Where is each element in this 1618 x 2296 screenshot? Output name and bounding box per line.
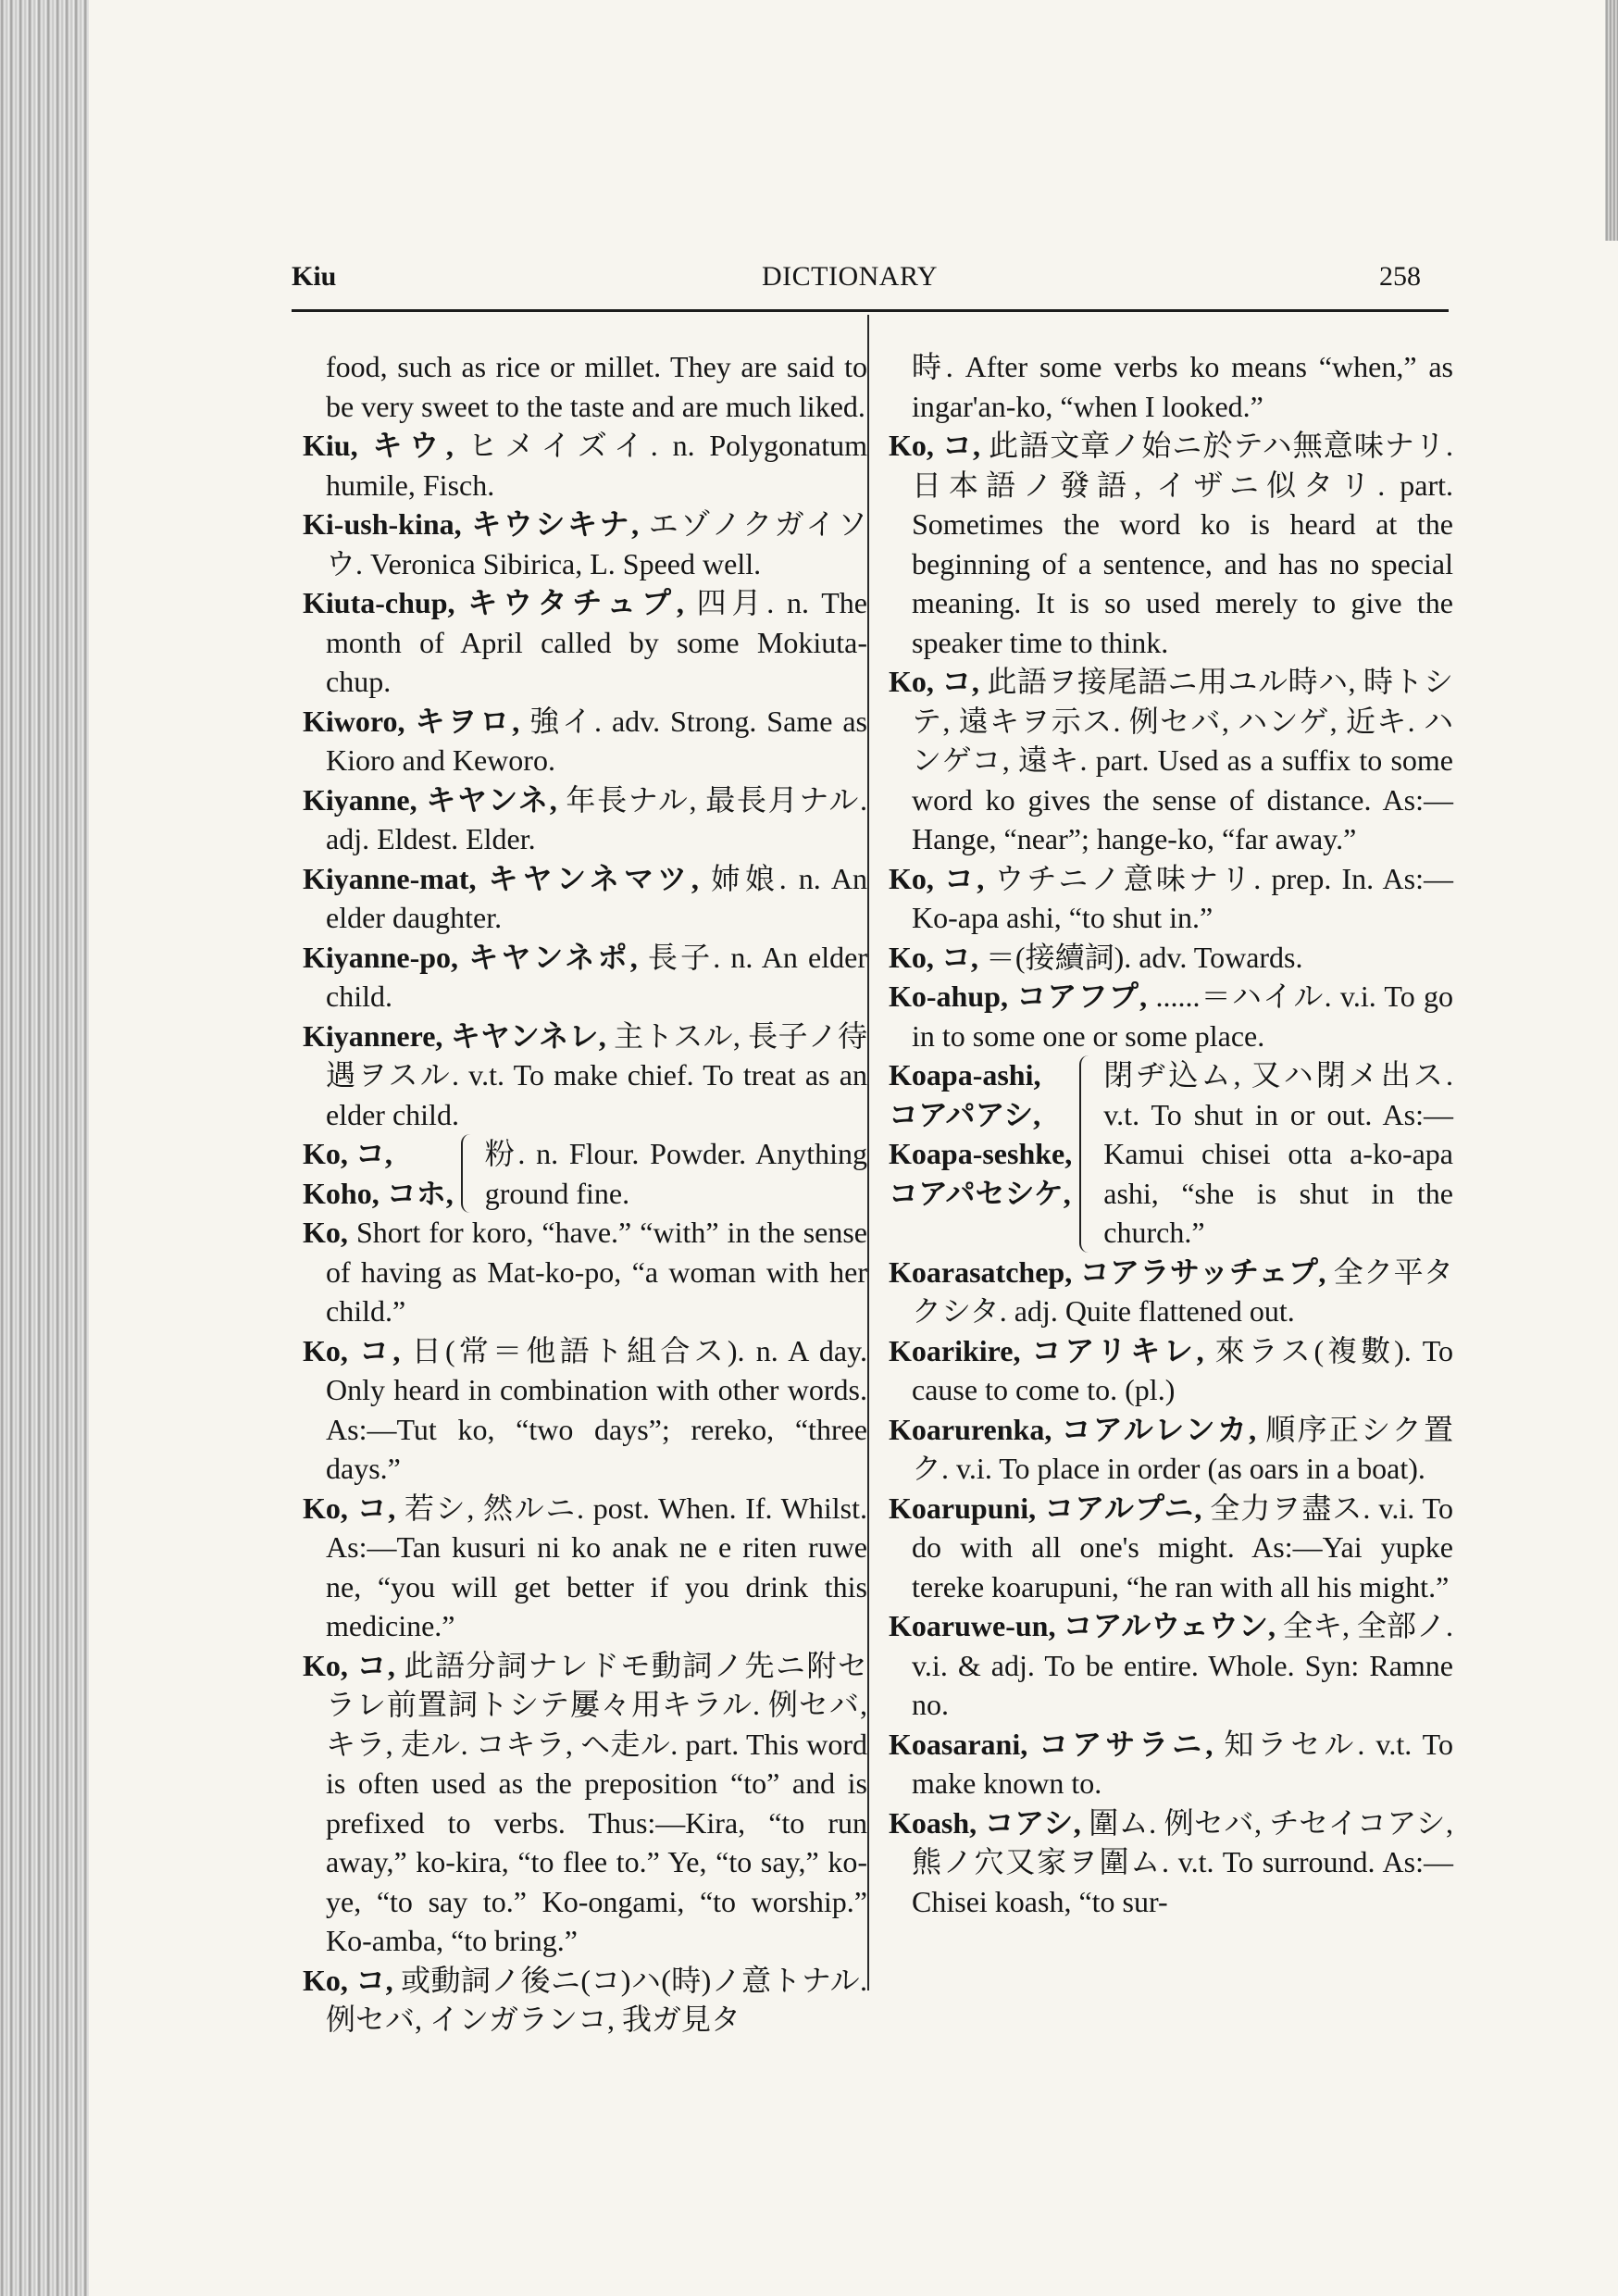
dictionary-entry: [889, 859, 1453, 938]
entry-headword: Ko,: [303, 1491, 348, 1525]
entry-definition: 全キ, 全部ノ. v.i. & adj. To be entire. Whole. Syn: Ramne no.: [912, 1609, 1454, 1721]
entry-definition: 日(常＝他語ト組合ス). n. A day. Only heard in combination with other words. As:—Tut ko, “two days”; rereko, “three days.”: [326, 1333, 868, 1485]
entry-headword: Kiyanne,: [303, 782, 417, 817]
grouped-headwords: [303, 1134, 454, 1213]
entry-kana: コ,: [356, 1648, 395, 1682]
brace-bracket: [461, 1134, 479, 1213]
entry-definition: 此語ヲ接尾語ニ用ユル時ハ, 時トシテ, 遠キヲ示ス. 例セバ, ハンゲ, 近キ. ハンゲコ, 遠キ. part. Used as a suffix to some word ko gives the sense of distance. As:—Hange, “near”; hange-ko, “far away.”: [912, 665, 1454, 855]
entry-continuation: 時. After some verbs ko means “when,” as ingar'an-ko, “when I looked.”: [912, 350, 1453, 423]
entry-headword: コアパアシ,: [889, 1097, 1041, 1131]
entry-definition: ヒメイズイ. n. Polygonatum humile, Fisch.: [326, 429, 867, 502]
dictionary-entry: [303, 1017, 867, 1135]
entry-kana: コ,: [356, 1491, 396, 1525]
dictionary-entry: [889, 1410, 1453, 1489]
entry-kana: キヤンネ,: [426, 782, 557, 817]
entry-headword: Koaruwe-un,: [889, 1609, 1056, 1642]
entry-headword: Ko,: [303, 1648, 348, 1682]
entry-definition: エゾノクガイソウ. Veronica Sibirica, L. Speed well.: [326, 507, 868, 580]
entry-headword: Kiu,: [303, 429, 358, 462]
entry-definition: 此語文章ノ始ニ於テハ無意味ナリ. 日本語ノ發語, イザニ似タリ. part. Sometimes the word ko is heard at the beginning of a sentence, and has no special meaning. It is so used merely to give the speaker time to think.: [912, 429, 1453, 659]
entry-definition: ＝(接續詞). adv. Towards.: [985, 940, 1303, 974]
entry-definition: Short for koro, “have.” “with” in the sense of having as Mat-ko-po, “a woman with her child.”: [326, 1216, 868, 1328]
entry-headword: Ko,: [303, 1963, 348, 1997]
dictionary-entry: [303, 583, 867, 702]
entry-kana: コ,: [940, 940, 978, 974]
column-divider: [867, 315, 869, 1990]
entry-kana: コアルウェウン,: [1063, 1609, 1276, 1642]
entry-definition: 主トスル, 長子ノ待遇ヲスル. v.t. To make chief. To treat as an elder child.: [326, 1018, 867, 1131]
entry-headword: Ko-ahup,: [889, 980, 1008, 1013]
entry-kana: キウシキナ,: [471, 507, 640, 541]
book-binding-edge: [0, 0, 89, 2296]
entry-kana: コアフプ,: [1016, 980, 1148, 1013]
header-title: DICTIONARY: [762, 261, 938, 292]
entry-kana: コアリキレ,: [1031, 1333, 1204, 1367]
entry-kana: コアラサッチェプ,: [1079, 1254, 1326, 1289]
entry-definition: 順序正シク置ク. v.i. To place in order (as oars in a boat).: [912, 1412, 1453, 1485]
entry-headword: Koarupuni,: [889, 1491, 1037, 1525]
entry-kana: コ,: [941, 429, 981, 462]
entry-headword: Koarasatchep,: [889, 1254, 1073, 1289]
dictionary-entry: [889, 1331, 1453, 1410]
entry-definition: 強イ. adv. Strong. Same as Kioro and Keworo.: [326, 704, 867, 777]
dictionary-entry: [889, 1489, 1453, 1607]
entry-kana: キヤンネレ,: [450, 1018, 606, 1053]
entry-headword: Koarurenka,: [889, 1412, 1052, 1446]
entry-definition: 來ラス(複數). To cause to come to. (pl.): [912, 1333, 1454, 1406]
dictionary-entry: [889, 977, 1453, 1055]
entry-headword: Ko,: [889, 940, 934, 974]
dictionary-entry: [889, 662, 1453, 859]
dictionary-entry: [303, 1331, 867, 1489]
brace-bracket: [1079, 1055, 1098, 1253]
entry-headword: Ko,: [303, 1333, 348, 1367]
page-number: 258: [1379, 261, 1421, 292]
entry-headword: Kiyannere,: [303, 1018, 443, 1053]
dictionary-entry: [303, 426, 867, 505]
entry-headword: Koarikire,: [889, 1333, 1021, 1367]
entry-headword: Ko,: [889, 861, 934, 895]
entry-headword: Koasarani,: [889, 1727, 1028, 1761]
entry-kana: キヤンネマツ,: [488, 861, 699, 895]
dictionary-entry: [303, 859, 867, 938]
dictionary-entry: [303, 1213, 867, 1331]
grouped-entry: [303, 1134, 867, 1213]
entry-headword: コアパセシケ,: [889, 1176, 1071, 1210]
running-header: [292, 261, 1444, 307]
entry-definition: 閉ヂ込ム, 又ハ閉メ出ス. v.t. To shut in or out. As:—Kamui chisei otta a-ko-apa ashi, “she is shut in the church.”: [1103, 1058, 1453, 1249]
entry-definition: 此語分詞ナレドモ動詞ノ先ニ附セラレ前置詞トシテ屢々用キラル. 例セバ, キラ, 走ル. コキラ, ヘ走ル. part. This word is often used as the preposition “to” and is prefixed to verbs. Thus:—Kira, “to run away,” ko-kira, “to flee to.” Ye, “to say,” ko-ye, “to say to.” Ko-ongami, “to worship.” Ko-amba, “to bring.”: [326, 1648, 867, 1957]
dictionary-entry: [889, 1725, 1453, 1803]
entry-definition: 長子. n. An elder child.: [326, 940, 868, 1013]
entry-kana: コアルレンカ,: [1061, 1412, 1257, 1446]
entry-definition: 圍ム. 例セバ, チセイコアシ, 熊ノ穴又家ヲ圍ム. v.t. To surround. As:—Chisei koash, “to sur-: [912, 1805, 1454, 1918]
entry-kana: コ,: [355, 1963, 393, 1997]
entry-headword: Kiworo,: [303, 704, 405, 738]
header-guide-word: Kiu: [292, 261, 337, 292]
page-edge-shadow: [1605, 0, 1618, 241]
entry-headword: Ki-ush-kina,: [303, 507, 462, 541]
entry-definition: 或動詞ノ後ニ(コ)ハ(時)ノ意トナル. 例セバ, インガランコ, 我ガ見タ: [326, 1963, 867, 2036]
entry-headword: Koash,: [889, 1805, 977, 1840]
entry-definition: ウチニノ意味ナリ. prep. In. As:—Ko-apa ashi, “to shut in.”: [912, 861, 1453, 934]
dictionary-entry: [889, 1606, 1453, 1725]
entry-definition: ......＝ハイル. v.i. To go in to some one or some place.: [912, 980, 1453, 1053]
entry-kana: キヲロ,: [415, 704, 520, 738]
entry-headword: Koapa-ashi,: [889, 1058, 1041, 1092]
entry-kana: キウタチュプ,: [467, 586, 684, 619]
dictionary-entry: [303, 780, 867, 859]
entry-headword: Kiuta-chup,: [303, 586, 455, 619]
entry-definition: 全ク平タクシタ. adj. Quite flattened out.: [912, 1254, 1454, 1328]
dictionary-entry: [303, 938, 867, 1017]
dictionary-entry: [303, 1961, 867, 2040]
entry-definition: 若シ, 然ルニ. post. When. If. Whilst. As:—Tan kusuri ni ko anak ne e riten ruwe ne, “you will get better if you drink this medicine.”: [326, 1491, 867, 1642]
entry-headword: Kiyanne-po,: [303, 940, 459, 974]
dictionary-entry: [889, 1253, 1453, 1331]
entry-headword: Ko, コ,: [303, 1137, 392, 1170]
grouped-headwords: [889, 1055, 1072, 1253]
header-rule: [292, 309, 1449, 312]
entry-kana: コアシ,: [984, 1805, 1081, 1840]
entry-headword: Ko,: [889, 665, 934, 698]
entry-headword: Koho, コホ,: [303, 1176, 454, 1210]
entry-kana: コ,: [359, 1333, 401, 1367]
entry-headword: Kiyanne-mat,: [303, 861, 477, 895]
left-column: [303, 347, 867, 2040]
entry-continuation: food, such as rice or millet. They are said to be very sweet to the taste and are much liked.: [326, 350, 867, 423]
entry-kana: キヤンネポ,: [468, 940, 638, 974]
dictionary-entry: [303, 1489, 867, 1646]
entry-definition: 知ラセル. v.t. To make known to.: [912, 1727, 1453, 1800]
dictionary-entry: [303, 702, 867, 780]
entry-definition: 姉娘. n. An elder daughter.: [326, 861, 868, 934]
entry-kana: コ,: [944, 861, 985, 895]
entry-kana: キウ,: [372, 429, 454, 462]
dictionary-entry: [889, 938, 1453, 978]
dictionary-entry: [889, 1803, 1453, 1922]
entry-kana: コアサラニ,: [1039, 1727, 1214, 1761]
entry-headword: Ko,: [889, 429, 934, 462]
dictionary-entry: [303, 1646, 867, 1961]
entry-headword: Koapa-seshke,: [889, 1137, 1073, 1170]
entry-kana: コアルプニ,: [1044, 1491, 1202, 1525]
entry-kana: コ,: [941, 665, 979, 698]
entry-headword: Ko,: [303, 1216, 348, 1249]
entry-definition: 年長ナル, 最長月ナル. adj. Eldest. Elder.: [326, 782, 868, 855]
grouped-entry: [889, 1055, 1453, 1253]
dictionary-entry: [889, 426, 1453, 662]
entry-definition: 四月. n. The month of April called by some Mokiuta-chup.: [326, 586, 868, 698]
right-column: [889, 347, 1453, 1921]
entry-definition: 全力ヲ盡ス. v.i. To do with all one's might. As:—Yai yupke tereke koarupuni, “he ran with all his might.”: [912, 1491, 1453, 1603]
dictionary-entry: [303, 505, 867, 583]
entry-definition: 粉. n. Flour. Powder. Anything ground fine.: [484, 1137, 867, 1210]
